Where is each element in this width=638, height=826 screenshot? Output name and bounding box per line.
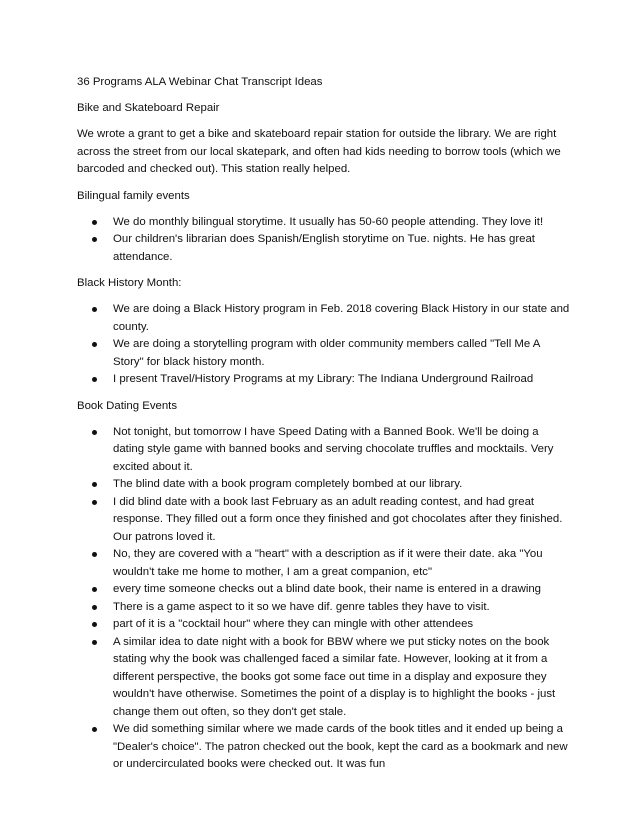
- bullet-icon: [92, 237, 97, 242]
- list-item: every time someone checks out a blind date book, their name is entered in a drawing: [77, 581, 570, 599]
- bullet-icon: [92, 307, 97, 312]
- list-item: There is a game aspect to it so we have dif. genre tables they have to visit.: [77, 599, 570, 617]
- bullet-icon: [92, 377, 97, 382]
- list-item: We do monthly bilingual storytime. It usually has 50-60 people attending. They love it!: [77, 214, 570, 232]
- bullet-icon: [92, 500, 97, 505]
- bullet-icon: [92, 552, 97, 557]
- bullet-list-black-history: [77, 301, 570, 389]
- section-heading-bike-repair: Bike and Skateboard Repair: [77, 102, 220, 114]
- section-heading-black-history: Black History Month:: [77, 277, 182, 289]
- bullet-list-bilingual: [77, 214, 570, 267]
- list-item: We are doing a Black History program in Feb. 2018 covering Black History in our state and county.: [77, 301, 570, 336]
- bullet-icon: [92, 605, 97, 610]
- bullet-list-book-dating: [77, 424, 570, 774]
- list-item: The blind date with a book program completely bombed at our library.: [77, 476, 570, 494]
- list-item: No, they are covered with a "heart" with a description as if it were their date. aka "You wouldn't take me home to mother, I am a great companion, etc": [77, 546, 570, 581]
- section-heading-bilingual: Bilingual family events: [77, 189, 190, 202]
- list-item: Not tonight, but tomorrow I have Speed Dating with a Banned Book. We'll be doing a dating style game with banned books and serving chocolate truffles and mocktails. Very excited about it.: [77, 424, 570, 477]
- bullet-icon: [92, 640, 97, 645]
- bullet-icon: [92, 220, 97, 225]
- bullet-icon: [92, 430, 97, 435]
- list-item: We did something similar where we made cards of the book titles and it ended up being a "Dealer's choice". The patron checked out the book, kept the card as a bookmark and new or undercirculated books were checked out. It was fun: [77, 721, 570, 774]
- list-item: We are doing a storytelling program with older community members called "Tell Me A Story" for black history month.: [77, 336, 570, 371]
- list-item: I did blind date with a book last February as an adult reading contest, and had great response. They filled out a form once they finished and got chocolates after they finished. Our patrons loved it.: [77, 494, 570, 547]
- bullet-icon: [92, 342, 97, 347]
- list-item: Our children's librarian does Spanish/English storytime on Tue. nights. He has great attendance.: [77, 231, 570, 266]
- bullet-icon: [92, 622, 97, 627]
- section-paragraph-bike-repair: We wrote a grant to get a bike and skateboard repair station for outside the library. We are right across the street from our local skatepark, and often had kids needing to borrow tools (which we barcoded and checked out). This station really helped.: [77, 128, 561, 175]
- bullet-icon: [92, 587, 97, 592]
- list-item: part of it is a "cocktail hour" where they can mingle with other attendees: [77, 616, 570, 634]
- list-item: A similar idea to date night with a book for BBW where we put sticky notes on the book stating why the book was challenged faced a similar fate. However, looking at it from a different perspective, the books got some face out time in a display and exposure they wouldn't have otherwise. Sometimes the point of a display is to highlight the books - just change them out often, so they don't get stale.: [77, 634, 570, 722]
- section-heading-book-dating: Book Dating Events: [77, 399, 178, 412]
- list-item: I present Travel/History Programs at my Library: The Indiana Underground Railroad: [77, 371, 570, 389]
- bullet-icon: [92, 482, 97, 487]
- bullet-icon: [92, 727, 97, 732]
- document-title: 36 Programs ALA Webinar Chat Transcript Ideas: [77, 76, 323, 88]
